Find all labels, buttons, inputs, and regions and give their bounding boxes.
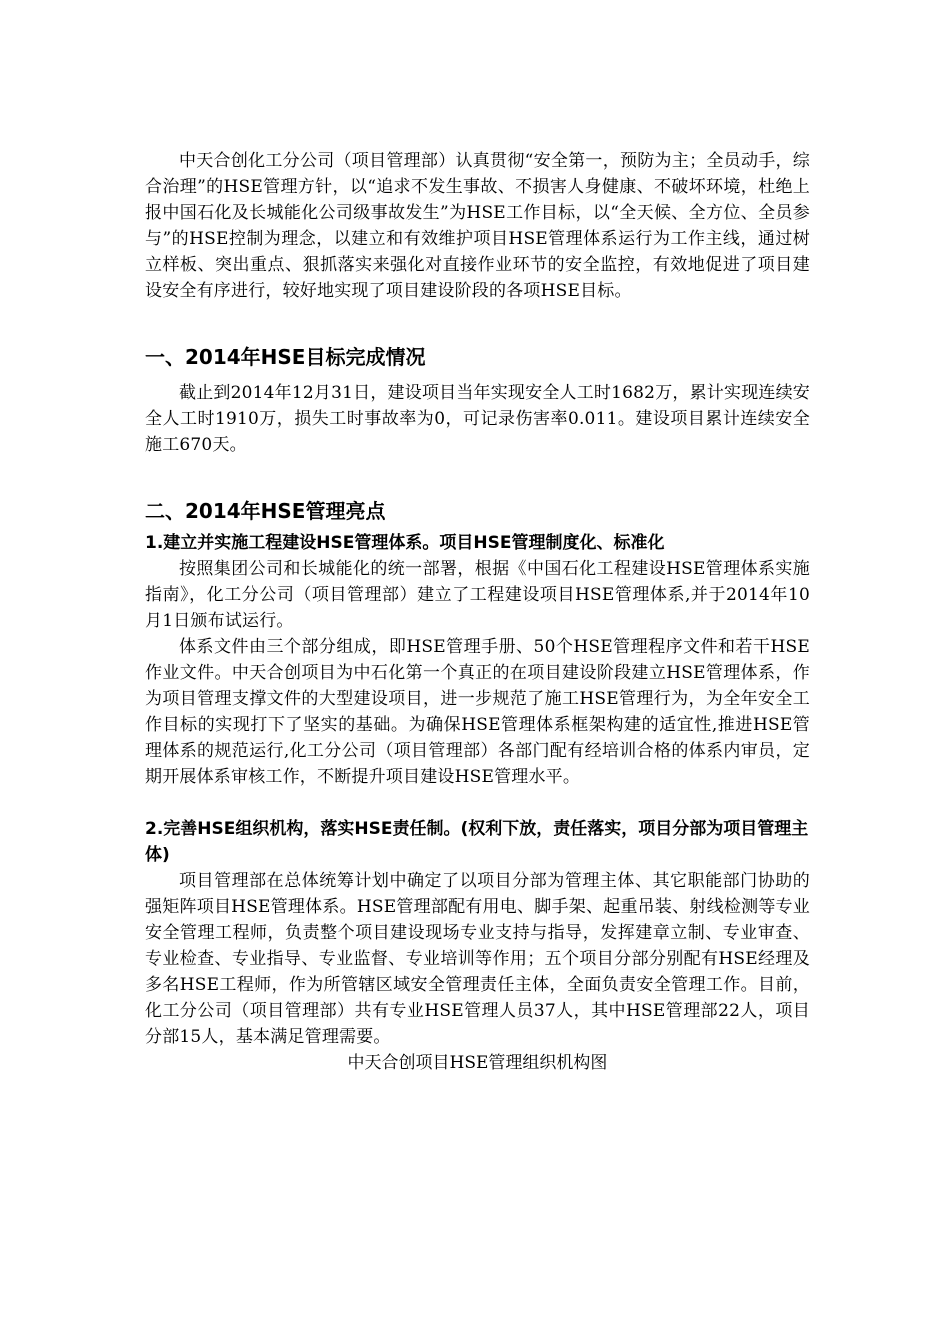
section1-paragraph: 截止到2014年12月31日，建设项目当年实现安全人工时1682万，累计实现连续安全人工时1910万，损失工时事故率为0，可记录伤害率0.011。建设项目累计连续安全施工670天。 <box>145 383 810 455</box>
spacer <box>145 458 810 496</box>
item1-paragraph1: 按照集团公司和长城能化的统一部署，根据《中国石化工程建设HSE管理体系实施指南》，化工分公司（项目管理部）建立了工程建设项目HSE管理体系,并于2014年10月1日颁布试运行。 <box>145 559 810 631</box>
document-page <box>145 148 810 1076</box>
section1-heading: 一、2014年HSE目标完成情况 <box>145 345 426 369</box>
item2-paragraph1: 项目管理部在总体统筹计划中确定了以项目分部为管理主体、其它职能部门协助的强矩阵项目HSE管理体系。HSE管理部配有用电、脚手架、起重吊装、射线检测等专业安全管理工程师，负责整个项目建设现场专业支持与指导，发挥建章立制、专业审查、专业检查、专业指导、专业监督、专业培训等作用；五个项目分部分别配有HSE经理及多名HSE工程师，作为所管辖区域安全管理责任主体，全面负责安全管理工作。目前，化工分公司（项目管理部）共有专业HSE管理人员37人，其中HSE管理部22人，项目分部15人，基本满足管理需要。 <box>145 871 810 1047</box>
spacer <box>145 304 810 342</box>
figure-caption: 中天合创项目HSE管理组织机构图 <box>347 1053 608 1073</box>
intro-paragraph: 中天合创化工分公司（项目管理部）认真贯彻“安全第一，预防为主；全员动手，综合治理”的HSE管理方针，以“追求不发生事故、不损害人身健康、不破坏环境，杜绝上报中国石化及长城能化公司级事故发生”为HSE工作目标，以“全天候、全方位、全员参与”的HSE控制为理念，以建立和有效维护项目HSE管理体系运行为工作主线，通过树立样板、突出重点、狠抓落实来强化对直接作业环节的安全监控，有效地促进了项目建设安全有序进行，较好地实现了项目建设阶段的各项HSE目标。 <box>145 151 810 301</box>
section2-heading: 二、2014年HSE管理亮点 <box>145 499 386 523</box>
item1-heading: 1.建立并实施工程建设HSE管理体系。项目HSE管理制度化、标准化 <box>145 533 665 553</box>
spacer <box>145 372 810 380</box>
item2-heading: 2.完善HSE组织机构，落实HSE责任制。(权利下放，责任落实，项目分部为项目管理主体) <box>145 819 809 865</box>
item1-paragraph2: 体系文件由三个部分组成，即HSE管理手册、50个HSE管理程序文件和若干HSE作业文件。中天合创项目为中石化第一个真正的在项目建设阶段建立HSE管理体系，作为项目管理支撑文件的大型建设项目，进一步规范了施工HSE管理行为，为全年安全工作目标的实现打下了坚实的基础。为确保HSE管理体系框架构建的适宜性,推进HSE管理体系的规范运行,化工分公司（项目管理部）各部门配有经培训合格的体系内审员，定期开展体系审核工作，不断提升项目建设HSE管理水平。 <box>145 637 810 787</box>
spacer <box>145 790 810 816</box>
